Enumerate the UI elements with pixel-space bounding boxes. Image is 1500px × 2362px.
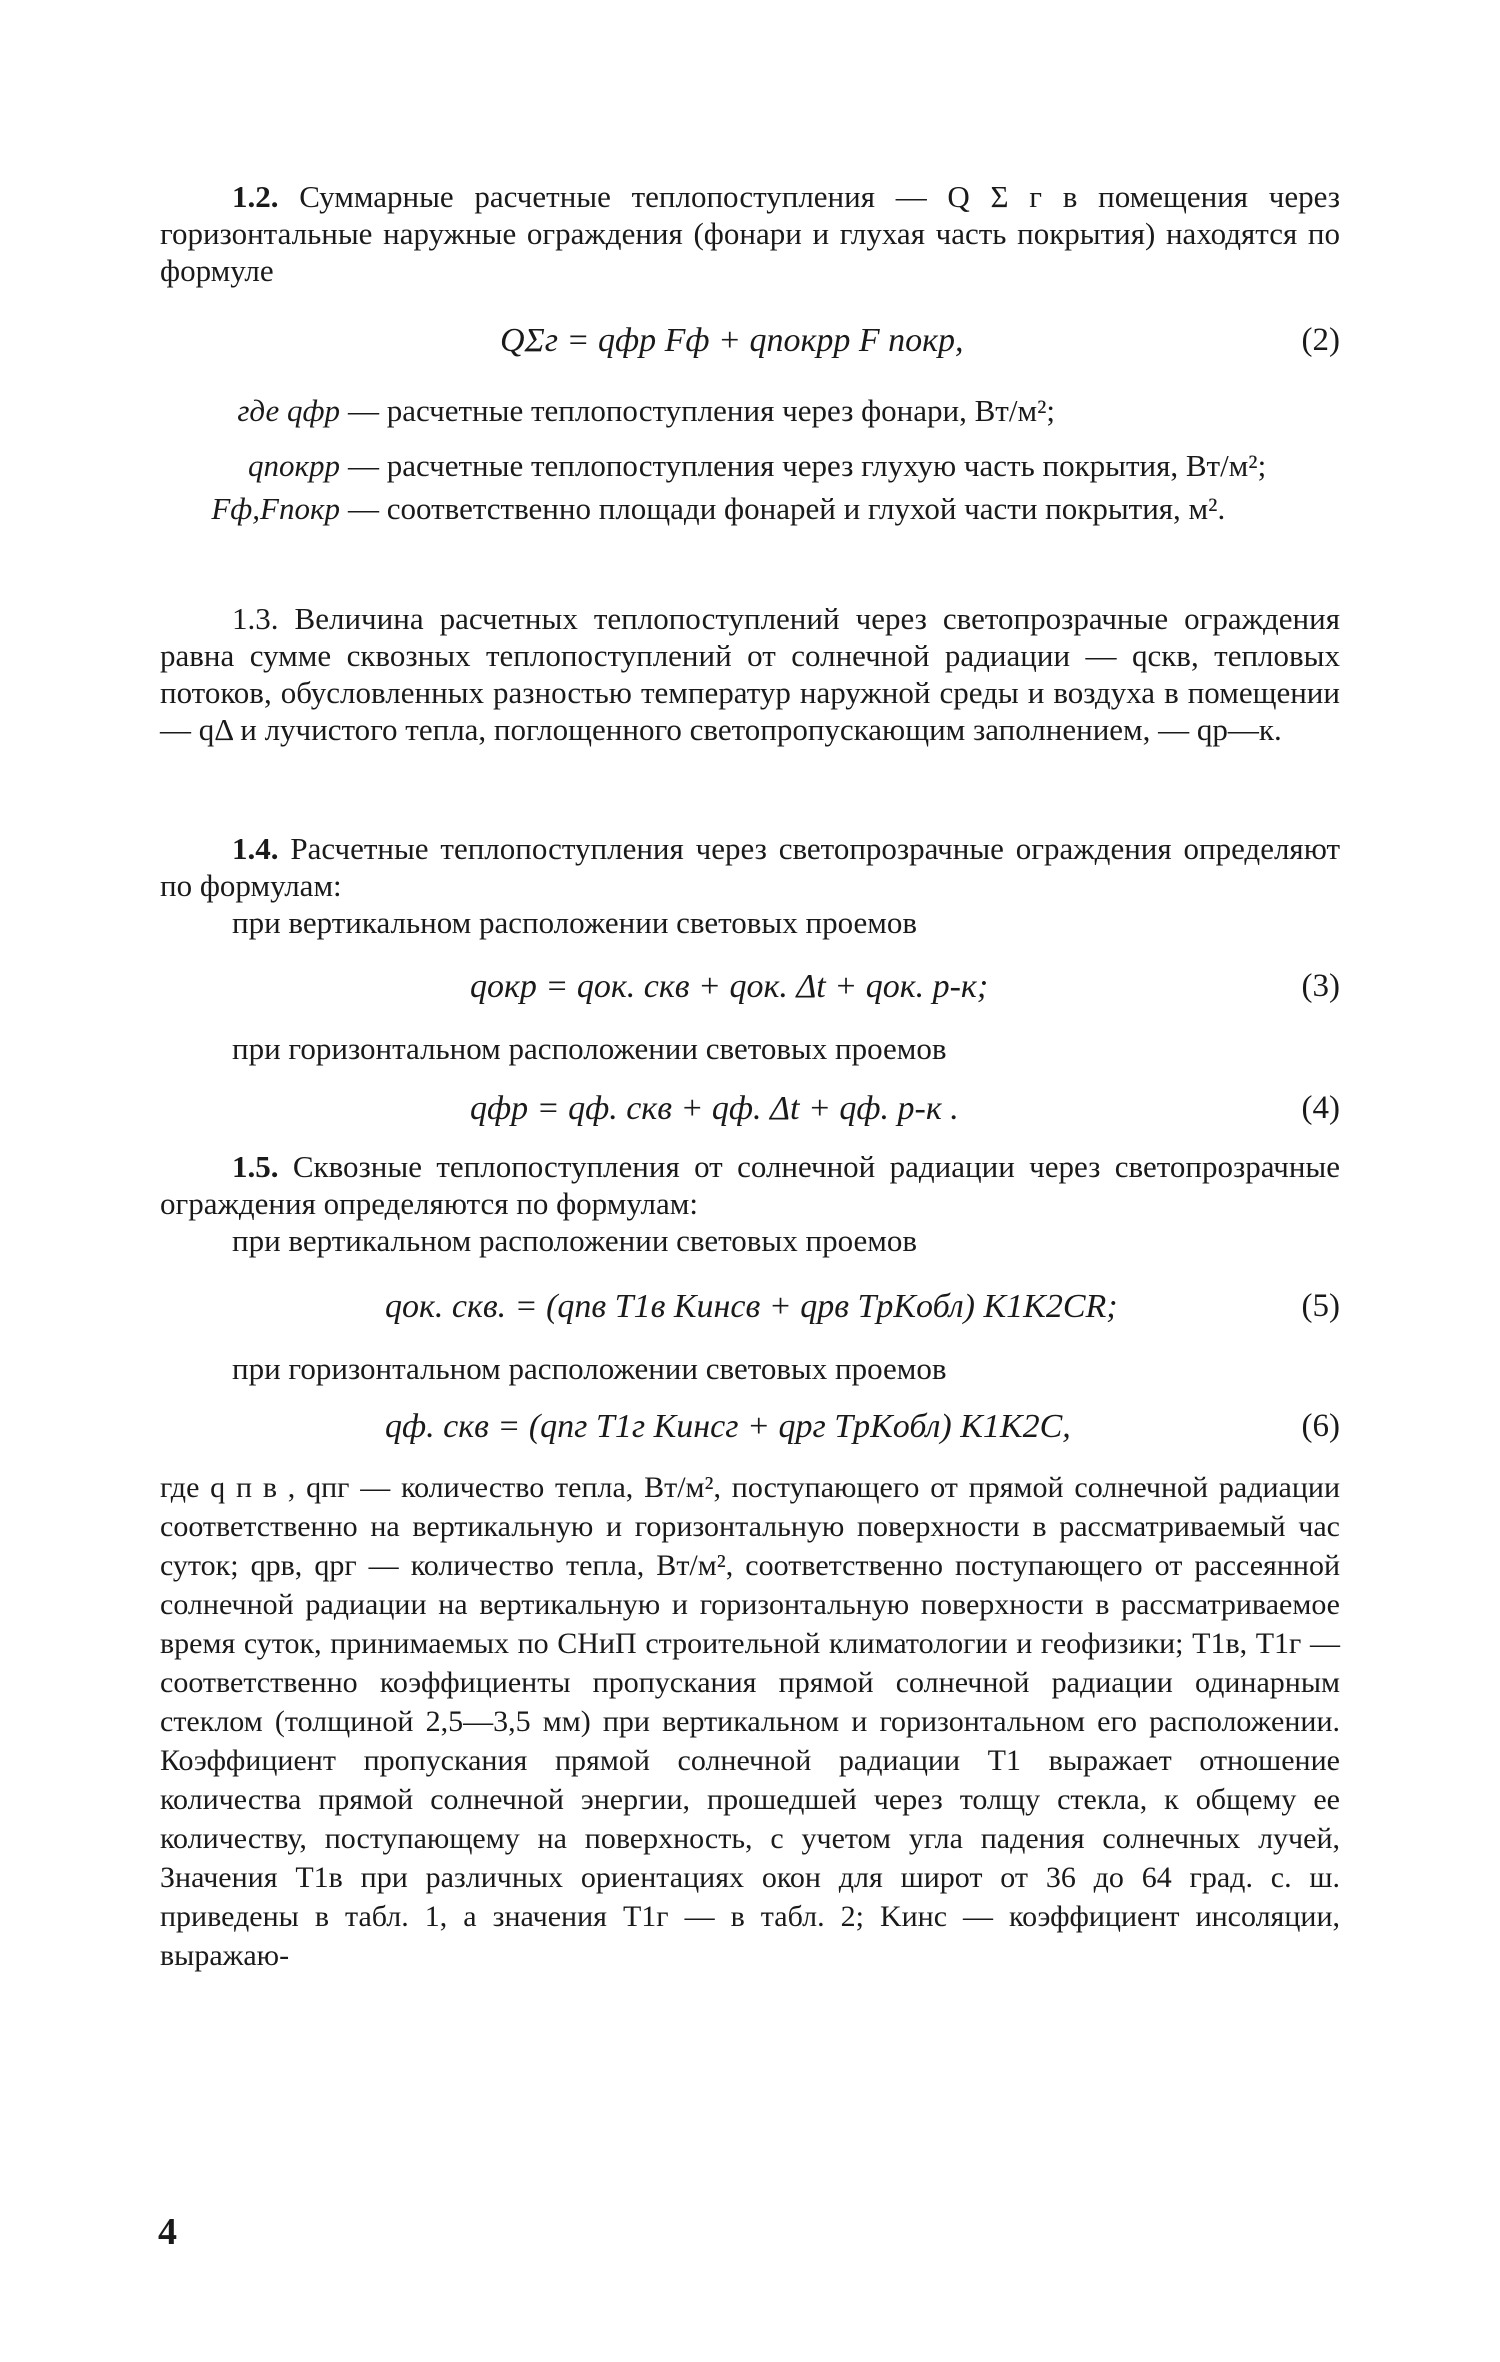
section-number: 1.4. <box>232 831 279 866</box>
equation-number: (4) <box>1301 1090 1340 1126</box>
vertical-caption: при вертикальном расположении световых проемов <box>232 1223 917 1258</box>
section-text: Суммарные расчетные теплопоступления — Q Σ г в помещения через горизонтальные наружные ограждения (фонари и глухая часть покрытия) находятся по формуле <box>160 179 1341 288</box>
definition-row <box>150 447 1328 484</box>
section-1-2 <box>160 178 1340 289</box>
section-1-3 <box>160 600 1340 748</box>
equation-number: (6) <box>1301 1408 1340 1444</box>
horizontal-caption-1-4 <box>160 1030 1340 1067</box>
definition-text: — соответственно площади фонарей и глухой части покрытия, м². <box>348 491 1226 526</box>
section-number: 1.5. <box>232 1149 279 1184</box>
horizontal-caption: при горизонтальном расположении световых проемов <box>232 1351 947 1386</box>
definition-symbol: qпокрр <box>247 448 340 483</box>
definition-text: — расчетные теплопоступления через фонари, Вт/м²; <box>348 393 1055 428</box>
vertical-caption: при вертикальном расположении световых проемов <box>232 905 917 940</box>
paragraph-text: где q п в , qпг — количество тепла, Вт/м², поступающего от прямой солнечной радиации соответственно на вертикальную и горизонтальную поверхности в рассматриваемый час суток; qрв, qрг — количество тепла, Вт/м², соответственно поступающего от рассеянной солнечной радиации на вертикальную и горизонтальную поверхности в рассматриваемое время суток, принимаемых по СНиП строительной климатологии и геофизики; T1в, T1г — соответственно коэффициенты пропускания прямой солнечной радиации одинарным стеклом (толщиной 2,5—3,5 мм) при вертикальном и горизонтальном его расположении. Коэффициент пропускания прямой солнечной радиации T1 выражает отношение количества прямой солнечной энергии, прошедшей через толщу стекла, к общему ее количеству, поступающему на поверхность, с учетом угла падения солнечных лучей, Значения T1в при различных ориентациях окон для широт от 36 до 64 град. с. ш. приведены в табл. 1, а значения T1г — в табл. 2; Kинс — коэффициент инсоляции, выражаю- <box>160 1471 1340 1972</box>
equation-number: (3) <box>1301 968 1340 1004</box>
section-text: Расчетные теплопоступления через светопрозрачные ограждения определяют по формулам: <box>160 831 1340 903</box>
horizontal-caption-1-5 <box>160 1350 1340 1387</box>
equation-number: (2) <box>1301 322 1340 358</box>
section-number: 1.2. <box>232 179 279 214</box>
page-number: 4 <box>158 2211 177 2253</box>
definition-text: — расчетные теплопоступления через глухую часть покрытия, Вт/м²; <box>348 448 1267 483</box>
section-text: Сквозные теплопоступления от солнечной радиации через светопрозрачные ограждения определяются по формулам: <box>160 1149 1340 1221</box>
formula-6: qф. скв = (qпг T1г Kинсг + qрг TрKобл) K1K2C, <box>385 1408 1071 1445</box>
definition-symbol: Fф,Fпокр <box>211 491 340 526</box>
definition-row <box>150 392 1328 429</box>
formula-4: qфр = qф. скв + qф. Δt + qф. р-к . <box>470 1090 959 1127</box>
definition-row <box>150 490 1328 527</box>
section-1-5 <box>160 1148 1340 1259</box>
section-text: Величина расчетных теплопоступлений через светопрозрачные ограждения равна сумме сквозных теплопоступлений от солнечной радиации — qскв, тепловых потоков, обусловленных разностью температур наружной среды и воздуха в помещении — qΔ и лучистого тепла, поглощенного светопропускающим заполнением, — qр—к. <box>160 601 1340 747</box>
section-1-4 <box>160 830 1340 941</box>
definition-symbol: где qфр <box>237 393 340 428</box>
equation-number: (5) <box>1301 1288 1340 1324</box>
section-number: 1.3. <box>232 601 279 636</box>
formula-3: qокр = qок. скв + qок. Δt + qок. р-к; <box>470 968 989 1005</box>
definition-list <box>150 392 1328 527</box>
formula-2: QΣг = qфр Fф + qпокрр F покр, <box>500 322 964 359</box>
final-paragraph <box>160 1468 1340 1975</box>
horizontal-caption: при горизонтальном расположении световых проемов <box>232 1031 947 1066</box>
formula-5: qок. скв. = (qпв T1в Kинсв + qрв TрKобл) K1K2CR; <box>385 1288 1118 1325</box>
